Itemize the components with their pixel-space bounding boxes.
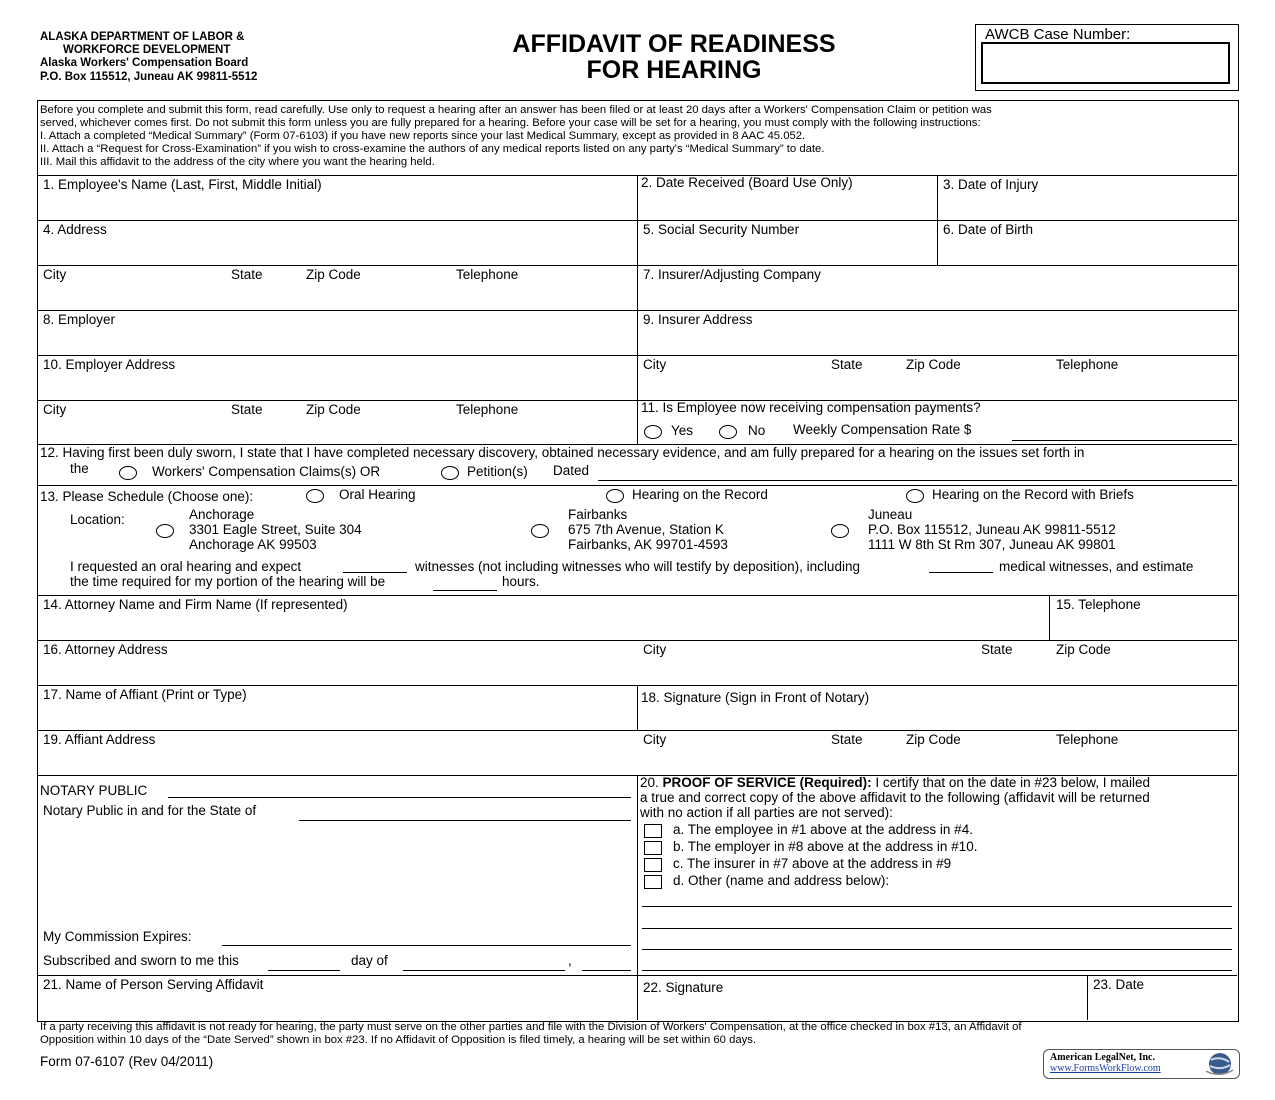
attorney-telephone-label: 15. Telephone <box>1056 597 1141 612</box>
case-number-label: AWCB Case Number: <box>985 26 1131 43</box>
notary-state-input[interactable] <box>299 820 631 821</box>
employer-city-label: City <box>43 402 67 417</box>
hearing-briefs-radio[interactable] <box>906 489 924 503</box>
compensation-no-label: No <box>748 423 766 438</box>
location-label: Location: <box>70 512 125 527</box>
form-title-line2: FOR HEARING <box>586 56 762 84</box>
rule <box>37 730 1237 731</box>
dated-label: Dated <box>553 463 590 478</box>
notary-state-label: Notary Public in and for the State of <box>43 803 257 818</box>
employee-zip-label: Zip Code <box>306 267 361 282</box>
affiant-zip-label: Zip Code <box>906 732 961 747</box>
footer-note-line1: If a party receiving this affidavit is not ready for hearing, the party must serve on the other parties and file with the Division of Workers' Compensation, at the office checked in box #13, an Affidavit of <box>40 1021 1022 1033</box>
rule <box>937 175 938 265</box>
hearing-time-text: the time required for my portion of the hearing will be <box>70 574 386 589</box>
employer-state-label: State <box>231 402 263 417</box>
compensation-question: 11. Is Employee now receiving compensation payments? <box>641 400 981 415</box>
readiness-statement: 12. Having first been duly sworn, I state that I have completed necessary discovery, obtained necessary evidence, and am fully prepared for a hearing on the issues set forth in <box>40 445 1085 460</box>
rule <box>1049 595 1050 640</box>
proof-of-service-heading <box>640 775 1150 791</box>
employee-city-label: City <box>43 267 67 282</box>
employee-address-label: 4. Address <box>43 222 107 237</box>
serve-other-checkbox[interactable] <box>644 875 662 889</box>
subscribed-month-input[interactable] <box>403 970 565 971</box>
employer-address-label: 10. Employer Address <box>43 357 176 372</box>
hearing-briefs-label: Hearing on the Record with Briefs <box>932 487 1134 502</box>
form-number: Form 07-6107 (Rev 04/2011) <box>40 1054 214 1069</box>
commission-expires-input[interactable] <box>222 945 631 946</box>
employer-zip-label: Zip Code <box>306 402 361 417</box>
legalnet-logo-url[interactable]: www.FormsWorkFlow.com <box>1050 1063 1161 1074</box>
employee-name-label: 1. Employee's Name (Last, First, Middle Initial) <box>43 177 322 192</box>
witnesses-text-1: I requested an oral hearing and expect <box>70 559 302 574</box>
attorney-name-label: 14. Attorney Name and Firm Name (If represented) <box>43 597 348 612</box>
weekly-rate-label: Weekly Compensation Rate $ <box>793 422 972 437</box>
affiant-signature-label: 18. Signature (Sign in Front of Notary) <box>641 690 870 705</box>
attorney-city-label: City <box>643 642 667 657</box>
dated-input[interactable] <box>598 480 1232 481</box>
rule <box>637 775 638 1020</box>
rule <box>37 485 1237 486</box>
insurer-city-label: City <box>643 357 667 372</box>
other-party-line-3[interactable] <box>642 949 1232 950</box>
anchorage-street: 3301 Eagle Street, Suite 304 <box>189 522 362 537</box>
weekly-rate-input[interactable] <box>1012 440 1232 441</box>
rule <box>637 175 638 445</box>
other-party-line-1[interactable] <box>642 906 1232 907</box>
rule <box>37 595 1237 596</box>
serve-employee-label: a. The employee in #1 above at the address in #4. <box>673 822 973 837</box>
oral-hearing-label: Oral Hearing <box>339 487 416 502</box>
insurer-address-label: 9. Insurer Address <box>643 312 753 327</box>
serve-employer-checkbox[interactable] <box>644 841 662 855</box>
server-signature-label: 22. Signature <box>643 980 724 995</box>
petitions-label: Petition(s) <box>467 464 528 479</box>
instructions-item-2: II. Attach a “Request for Cross-Examination” if you wish to cross-examine the authors of any medical reports listed on any party's “Medical Summary” to date. <box>40 143 825 155</box>
notary-public-input[interactable] <box>168 797 631 798</box>
subscribed-year-input[interactable] <box>582 970 631 971</box>
other-party-line-4[interactable] <box>642 970 1232 971</box>
hearing-hours-input[interactable] <box>433 590 497 591</box>
serve-insurer-checkbox[interactable] <box>644 858 662 872</box>
proof-of-service-text: I certify that on the date in #23 below, I mailed <box>875 775 1151 790</box>
fairbanks-street: 675 7th Avenue, Station K <box>568 522 724 537</box>
anchorage-radio[interactable] <box>156 524 174 538</box>
serve-employee-checkbox[interactable] <box>644 824 662 838</box>
insurer-zip-label: Zip Code <box>906 357 961 372</box>
board-name: Alaska Workers' Compensation Board <box>40 57 249 69</box>
other-party-line-2[interactable] <box>642 928 1232 929</box>
legalnet-logo <box>1043 1049 1240 1079</box>
claims-radio[interactable] <box>119 466 137 480</box>
date-received-label: 2. Date Received (Board Use Only) <box>641 175 853 190</box>
medical-witness-count-input[interactable] <box>929 572 993 573</box>
serve-employer-label: b. The employer in #8 above at the address in #10. <box>673 839 978 854</box>
compensation-yes-label: Yes <box>671 423 694 438</box>
proof-of-service-number: 20. <box>640 775 659 790</box>
schedule-label: 13. Please Schedule (Choose one): <box>40 489 254 504</box>
proof-of-service-line2: a true and correct copy of the above affidavit to the following (affidavit will be returned <box>640 790 1150 805</box>
proof-of-service-title: PROOF OF SERVICE (Required): <box>662 775 872 790</box>
employee-state-label: State <box>231 267 263 282</box>
juneau-street: 1111 W 8th St Rm 307, Juneau AK 99801 <box>868 537 1116 552</box>
date-of-injury-label: 3. Date of Injury <box>943 177 1039 192</box>
commission-expires-label: My Commission Expires: <box>43 929 192 944</box>
legalnet-logo-name: American LegalNet, Inc. <box>1050 1052 1155 1063</box>
rule <box>37 640 1237 641</box>
subscribed-day-input[interactable] <box>268 970 340 971</box>
witnesses-text-2: witnesses (not including witnesses who will testify by deposition), including <box>415 559 860 574</box>
employer-label: 8. Employer <box>43 312 116 327</box>
globe-icon <box>1202 1051 1236 1077</box>
notary-public-label: NOTARY PUBLIC <box>40 783 148 798</box>
agency-name: ALASKA DEPARTMENT OF LABOR & <box>40 31 245 43</box>
agency-division: WORKFORCE DEVELOPMENT <box>63 44 231 56</box>
witness-count-input[interactable] <box>343 572 407 573</box>
footer-note-line2: Opposition within 10 days of the “Date Served” shown in box #23. If no Affidavit of Opposition is filed timely, a hearing will be set within 60 days. <box>40 1034 757 1046</box>
affiant-name-label: 17. Name of Affiant (Print or Type) <box>43 687 247 702</box>
compensation-no-radio[interactable] <box>719 425 737 439</box>
server-name-label: 21. Name of Person Serving Affidavit <box>43 977 264 992</box>
hours-label: hours. <box>502 574 540 589</box>
affiant-address-label: 19. Affiant Address <box>43 732 156 747</box>
proof-of-service-line3: with no action if all parties are not served): <box>640 805 893 820</box>
juneau-pobox: P.O. Box 115512, Juneau AK 99811-5512 <box>868 522 1116 537</box>
hearing-record-radio[interactable] <box>606 489 624 503</box>
insurer-telephone-label: Telephone <box>1056 357 1119 372</box>
instructions-item-1: I. Attach a completed “Medical Summary” (Form 07-6103) if you have new reports since your last Medical Summary, except as provided in 8 AAC 45.052. <box>40 130 806 142</box>
date-of-birth-label: 6. Date of Birth <box>943 222 1034 237</box>
fairbanks-radio[interactable] <box>531 524 549 538</box>
insurer-state-label: State <box>831 357 863 372</box>
service-date-label: 23. Date <box>1093 977 1145 992</box>
employer-telephone-label: Telephone <box>456 402 519 417</box>
case-number-input[interactable] <box>981 42 1230 84</box>
attorney-state-label: State <box>981 642 1013 657</box>
affiant-telephone-label: Telephone <box>1056 732 1119 747</box>
anchorage-citystate: Anchorage AK 99503 <box>189 537 317 552</box>
form-title-line1: AFFIDAVIT OF READINESS <box>512 30 836 58</box>
serve-insurer-label: c. The insurer in #7 above at the address in #9 <box>673 856 952 871</box>
compensation-yes-radio[interactable] <box>644 425 662 439</box>
petitions-radio[interactable] <box>441 466 459 480</box>
affiant-state-label: State <box>831 732 863 747</box>
insurer-company-label: 7. Insurer/Adjusting Company <box>643 267 821 282</box>
claims-label: Workers' Compensation Claims(s) OR <box>152 464 381 479</box>
attorney-address-label: 16. Attorney Address <box>43 642 168 657</box>
readiness-the: the <box>70 461 89 476</box>
subscribed-label: Subscribed and sworn to me this <box>43 953 239 968</box>
fairbanks-city: Fairbanks <box>568 507 628 522</box>
instructions-line1: Before you complete and submit this form, read carefully. Use only to request a hearing after an answer has been filed or at least 20 days after a Workers' Compensation Claim or petition was <box>40 104 992 116</box>
oral-hearing-radio[interactable] <box>306 489 324 503</box>
instructions-item-3: III. Mail this affidavit to the address of the city where you want the hearing held. <box>40 156 435 168</box>
ssn-label: 5. Social Security Number <box>643 222 800 237</box>
juneau-city: Juneau <box>868 507 913 522</box>
day-of-label: day of <box>351 953 388 968</box>
affiant-city-label: City <box>643 732 667 747</box>
fairbanks-citystate: Fairbanks, AK 99701-4593 <box>568 537 728 552</box>
comma-label: , <box>568 953 572 968</box>
rule <box>1087 975 1088 1020</box>
hearing-record-label: Hearing on the Record <box>632 487 768 502</box>
juneau-radio[interactable] <box>831 524 849 538</box>
attorney-zip-label: Zip Code <box>1056 642 1111 657</box>
anchorage-city: Anchorage <box>189 507 255 522</box>
employee-telephone-label: Telephone <box>456 267 519 282</box>
rule <box>637 685 638 730</box>
witnesses-text-3: medical witnesses, and estimate <box>999 559 1194 574</box>
instructions-line2: served, whichever comes first. Do not submit this form unless you are fully prepared for a hearing. Before your case will be set for a hearing, you must comply with the following instructions: <box>40 117 981 129</box>
board-address: P.O. Box 115512, Juneau AK 99811-5512 <box>40 71 258 83</box>
serve-other-label: d. Other (name and address below): <box>673 873 890 888</box>
